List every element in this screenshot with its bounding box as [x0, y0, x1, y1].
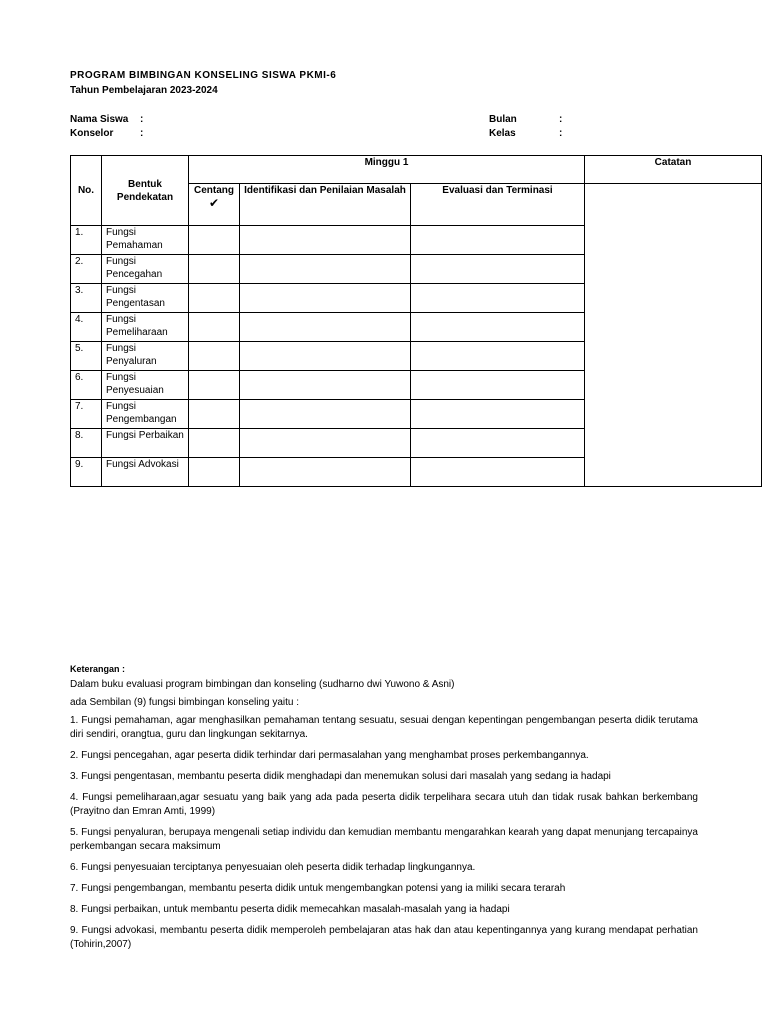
notes-section	[70, 662, 698, 959]
subheader-evaluasi: Evaluasi dan Terminasi	[411, 184, 585, 226]
identifikasi-cell[interactable]	[240, 342, 411, 371]
centang-label: Centang	[194, 185, 234, 196]
row-function-name: Fungsi Pengembangan	[102, 400, 189, 429]
row-number: 5.	[71, 342, 102, 371]
evaluasi-cell[interactable]	[411, 255, 585, 284]
evaluasi-cell[interactable]	[411, 400, 585, 429]
centang-cell[interactable]	[189, 429, 240, 458]
row-number: 3.	[71, 284, 102, 313]
row-function-name: Fungsi Advokasi	[102, 458, 189, 487]
row-number: 1.	[71, 226, 102, 255]
program-table	[70, 155, 762, 487]
evaluasi-cell[interactable]	[411, 458, 585, 487]
notes-item: 7. Fungsi pengembangan, membantu peserta didik untuk mengembangkan potensi yang ia miliki secara terarah	[70, 883, 566, 894]
kelas-field	[489, 128, 563, 139]
kelas-colon: :	[559, 128, 563, 139]
notes-item: 1. Fungsi pemahaman, agar menghasilkan pemahaman tentang sesuatu, sesuai dengan kepentingan pengembangan peserta didik terutama diri sendiri, orangtua, guru dan lingkungan sekitarnya.	[70, 715, 698, 740]
identifikasi-cell[interactable]	[240, 313, 411, 342]
row-number: 7.	[71, 400, 102, 429]
notes-item: 6. Fungsi penyesuaian terciptanya penyesuaian oleh peserta didik terhadap lingkungannya.	[70, 862, 476, 873]
evaluasi-cell[interactable]	[411, 429, 585, 458]
centang-cell[interactable]	[189, 342, 240, 371]
row-function-name: Fungsi Pencegahan	[102, 255, 189, 284]
evaluasi-cell[interactable]	[411, 371, 585, 400]
evaluasi-cell[interactable]	[411, 226, 585, 255]
header-no: No.	[71, 156, 102, 226]
row-number: 8.	[71, 429, 102, 458]
notes-intro: Dalam buku evaluasi program bimbingan dan konseling (sudharno dwi Yuwono & Asni)	[70, 679, 455, 690]
evaluasi-cell[interactable]	[411, 313, 585, 342]
notes-item: 5. Fungsi penyaluran, berupaya mengenali setiap individu dan kemudian membantu mengarahkan kearah yang dapat menunjang tercapainya perkembangan secara maksimum	[70, 827, 698, 852]
identifikasi-cell[interactable]	[240, 255, 411, 284]
document-title: PROGRAM BIMBINGAN KONSELING SISWA PKMI-6	[70, 70, 337, 81]
centang-cell[interactable]	[189, 255, 240, 284]
subheader-centang	[189, 184, 240, 226]
centang-cell[interactable]	[189, 226, 240, 255]
identifikasi-cell[interactable]	[240, 226, 411, 255]
bulan-field	[489, 114, 563, 125]
nama-siswa-field	[70, 114, 144, 125]
identifikasi-cell[interactable]	[240, 458, 411, 487]
notes-item: 4. Fungsi pemeliharaan,agar sesuatu yang baik yang ada pada peserta didik terpelihara secara utuh dan tidak rusak bahkan berkembang (Prayitno dan Emran Amti, 1999)	[70, 792, 698, 817]
bulan-label: Bulan	[489, 114, 517, 125]
centang-cell[interactable]	[189, 313, 240, 342]
row-number: 6.	[71, 371, 102, 400]
identifikasi-cell[interactable]	[240, 429, 411, 458]
identifikasi-cell[interactable]	[240, 284, 411, 313]
row-function-name: Fungsi Penyesuaian	[102, 371, 189, 400]
header-minggu: Minggu 1	[189, 156, 585, 184]
nama-siswa-colon: :	[140, 114, 144, 125]
konselor-colon: :	[140, 128, 144, 139]
keterangan-heading: Keterangan :	[70, 664, 126, 674]
row-function-name: Fungsi Perbaikan	[102, 429, 189, 458]
konselor-field	[70, 128, 144, 139]
row-function-name: Fungsi Penyaluran	[102, 342, 189, 371]
notes-intro-2: ada Sembilan (9) fungsi bimbingan konseling yaitu :	[70, 697, 300, 708]
row-function-name: Fungsi Pemahaman	[102, 226, 189, 255]
centang-cell[interactable]	[189, 400, 240, 429]
catatan-cell[interactable]	[585, 184, 762, 487]
document-subtitle: Tahun Pembelajaran 2023-2024	[70, 85, 218, 96]
notes-item: 3. Fungsi pengentasan, membantu peserta didik menghadapi dan menemukan solusi dari masalah yang sedang ia hadapi	[70, 771, 611, 782]
header-catatan: Catatan	[585, 156, 762, 184]
row-function-name: Fungsi Pengentasan	[102, 284, 189, 313]
row-number: 9.	[71, 458, 102, 487]
centang-cell[interactable]	[189, 284, 240, 313]
centang-cell[interactable]	[189, 458, 240, 487]
evaluasi-cell[interactable]	[411, 342, 585, 371]
nama-siswa-label: Nama Siswa	[70, 114, 129, 125]
kelas-label: Kelas	[489, 128, 516, 139]
evaluasi-cell[interactable]	[411, 284, 585, 313]
notes-item: 8. Fungsi perbaikan, untuk membantu peserta didik memecahkan masalah-masalah yang ia hadapi	[70, 904, 510, 915]
centang-cell[interactable]	[189, 371, 240, 400]
subheader-identifikasi: Identifikasi dan Penilaian Masalah	[240, 184, 411, 226]
row-number: 4.	[71, 313, 102, 342]
row-function-name: Fungsi Pemeliharaan	[102, 313, 189, 342]
konselor-label: Konselor	[70, 128, 114, 139]
identifikasi-cell[interactable]	[240, 400, 411, 429]
identifikasi-cell[interactable]	[240, 371, 411, 400]
notes-item: 9. Fungsi advokasi, membantu peserta didik memperoleh pembelajaran atas hak dan atau kepentingannya yang kurang mendapat perhatian (Tohirin,2007)	[70, 925, 698, 950]
check-mark-icon: ✔	[208, 196, 220, 210]
notes-item: 2. Fungsi pencegahan, agar peserta didik terhindar dari permasalahan yang menghambat proses perkembangannya.	[70, 750, 589, 761]
header-bentuk-pendekatan: Bentuk Pendekatan	[102, 156, 189, 226]
row-number: 2.	[71, 255, 102, 284]
bulan-colon: :	[559, 114, 563, 125]
